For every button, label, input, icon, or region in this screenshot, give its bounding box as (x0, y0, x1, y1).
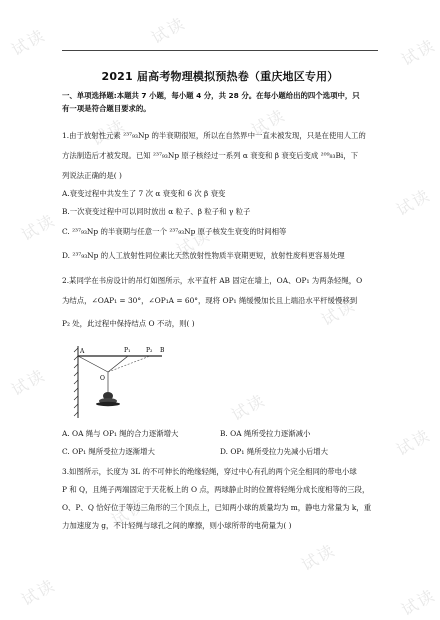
q3-line3: O、P、Q 恰好位于等边三角形的三个顶点上，已知两小球的质量均为 m，静电力常量为 k，重 (62, 503, 372, 512)
watermark: 试读 (18, 575, 59, 610)
watermark: 试读 (393, 185, 434, 220)
q2-option-c: C. OP₁ 绳所受拉力逐渐增大 (62, 447, 155, 456)
q1-option-b: B.一次衰变过程中可以同时放出 α 粒子、β 粒子和 γ 粒子 (62, 207, 251, 216)
watermark: 试读 (18, 210, 59, 245)
q1-line3: 列说法正确的是( ) (62, 171, 122, 180)
watermark: 试读 (398, 35, 439, 70)
section-heading-line2: 有一项是符合题目要求的。 (62, 104, 151, 113)
watermark: 试读 (228, 390, 269, 425)
watermark: 试读 (108, 495, 149, 530)
q2-line3: P₂ 处，此过程中保持结点 O 不动，则( ) (62, 319, 195, 328)
lamp (96, 392, 120, 406)
watermark: 试读 (318, 295, 359, 330)
rope-op2 (108, 356, 150, 372)
watermark: 试读 (393, 425, 434, 460)
watermark: 试读 (88, 115, 129, 150)
q3-line4: 力加速度为 g，不计轻绳与球孔之间的摩擦，则小球所带的电荷量为( ) (62, 521, 292, 530)
watermark: 试读 (398, 585, 439, 620)
watermark: 试读 (248, 105, 289, 140)
section-heading-line1: 一、单项选择题:本题共 7 小题，每小题 4 分，共 28 分。在每小题给出的四个选项中，只 (62, 91, 360, 100)
q1-line1: 1.由于放射性元素 ²³⁷₉₃Np 的半衰期很短，所以在自然界中一直未被发现，只是在使用人工的 (62, 131, 366, 140)
q1-line2: 方法制造后才被发现。已知 ²³⁷₉₃Np 原子核经过一系列 α 衰变和 β 衰变后变成 ²⁰⁹₈₃Bi，下 (62, 151, 359, 160)
watermark: 试读 (8, 25, 49, 60)
q3-line2: P 和 Q，且绳子两端固定于天花板上的 O 点，两球静止时的位置将轻绳分成长度相等的三段， (62, 485, 370, 494)
q2-line1: 2.某同学在书房设计的吊灯如图所示，水平直杆 AB 固定在墙上，OA、OP₁ 为两条轻绳，O (62, 276, 363, 285)
watermark: 试读 (298, 540, 339, 575)
label-a: A (80, 348, 85, 355)
label-o: O (100, 375, 105, 382)
q2-option-d: D. OP₁ 绳所受拉力先减小后增大 (220, 447, 329, 456)
q1-option-c: C. ²³⁷₉₃Np 的半衰期与任意一个 ²³⁷₉₃Np 原子核发生衰变的时间相等 (62, 227, 287, 236)
q2-line2: 为结点，∠OAP₁ = 30°，∠OP₁A = 60°，现将 OP₁ 绳缓慢加长且上端沿水平杆缓慢移到 (62, 296, 358, 305)
wall (74, 346, 78, 418)
header-rule (62, 50, 378, 51)
page-title: 2021 届高考物理模拟预热卷（重庆地区专用） (101, 70, 339, 83)
rope-oa (78, 356, 108, 372)
watermark: 试读 (8, 365, 49, 400)
watermark: 试读 (148, 13, 189, 48)
label-p2: P₂ (146, 347, 153, 354)
q2-figure (70, 340, 180, 420)
q2-option-a: A. OA 绳与 OP₁ 绳的合力逐渐增大 (62, 429, 179, 438)
label-p1: P₁ (124, 347, 131, 354)
label-b: B (160, 347, 165, 354)
q3-line1: 3.如图所示，长度为 3L 的不可伸长的绝缘轻绳，穿过中心有孔的两个完全相同的带电小球 (62, 467, 357, 476)
q1-option-a: A.衰变过程中共发生了 7 次 α 衰变和 6 次 β 衰变 (62, 189, 226, 198)
rope-op1 (108, 356, 128, 372)
q1-option-d: D. ²³⁷₉₃Np 的人工放射性同位素比天然放射性物质半衰期更短，放射性废料更容易处理 (62, 251, 345, 260)
q2-option-b: B. OA 绳所受拉力逐渐减小 (220, 429, 311, 438)
watermark: 试读 (173, 225, 214, 260)
